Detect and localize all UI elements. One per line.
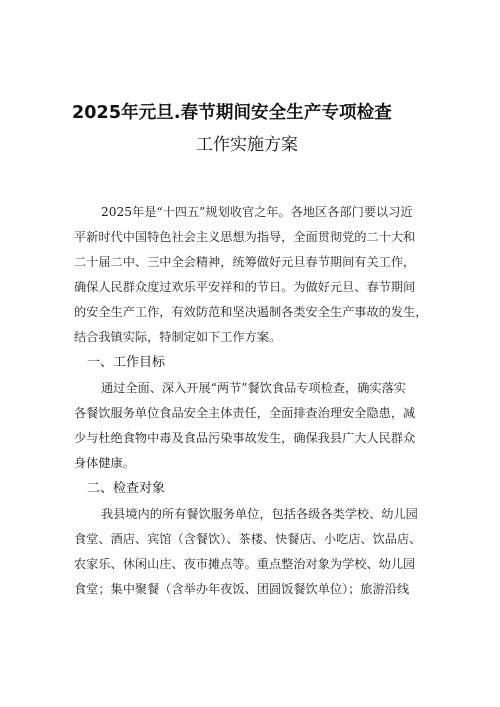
paragraph-line: 确保人民群众度过欢乐平安祥和的节日。为做好元旦、春节期间 [74, 280, 416, 294]
paragraph-line: 各餐饮服务单位食品安全主体责任，全面排查治理安全隐患，减 [74, 406, 416, 420]
paragraph-line: 2025年是“十四五”规划收官之年。各地区各部门要以习近 [101, 205, 413, 219]
paragraph-line: 平新时代中国特色社会主义思想为指导，全面贯彻党的二十大和 [74, 230, 416, 244]
paragraph-line: 食堂；集中聚餐（含举办年夜饭、团圆饭餐饮单位）；旅游沿线 [74, 582, 410, 596]
document-body [74, 200, 434, 602]
paragraph-line: 二十届二中、三中全会精神，统筹做好元旦春节期间有关工作， [74, 255, 416, 269]
targets-paragraph [74, 502, 434, 602]
paragraph-line: 身体健康。 [74, 456, 135, 470]
paragraph-line: 农家乐、休闲山庄、夜市摊点等。重点整治对象为学校、幼儿园 [74, 557, 416, 571]
section-heading-targets: 二、检查对象 [87, 481, 166, 496]
document-title: 2025年元旦.春节期间安全生产专项检查 [72, 103, 392, 123]
paragraph-line: 食堂、酒店、宾馆（含餐饮）、茶楼、快餐店、小吃店、饮品店、 [74, 532, 422, 546]
paragraph-line: 的安全生产工作，有效防范和坚决遏制各类安全生产事故的发生， [74, 305, 428, 319]
document-subtitle: 工作实施方案 [196, 135, 298, 155]
goals-paragraph [74, 376, 434, 476]
paragraph-line: 结合我镇实际，特制定如下工作方案。 [74, 330, 282, 344]
paragraph-line: 我县境内的所有餐饮服务单位，包括各级各类学校、幼儿园 [101, 507, 418, 521]
intro-paragraph [74, 200, 434, 350]
section-heading-goals: 一、工作目标 [87, 355, 166, 370]
paragraph-line: 通过全面、深入开展“两节”餐饮食品专项检查，确实落实 [101, 381, 406, 395]
paragraph-line: 少与杜绝食物中毒及食品污染事故发生，确保我县广大人民群众 [74, 431, 416, 445]
